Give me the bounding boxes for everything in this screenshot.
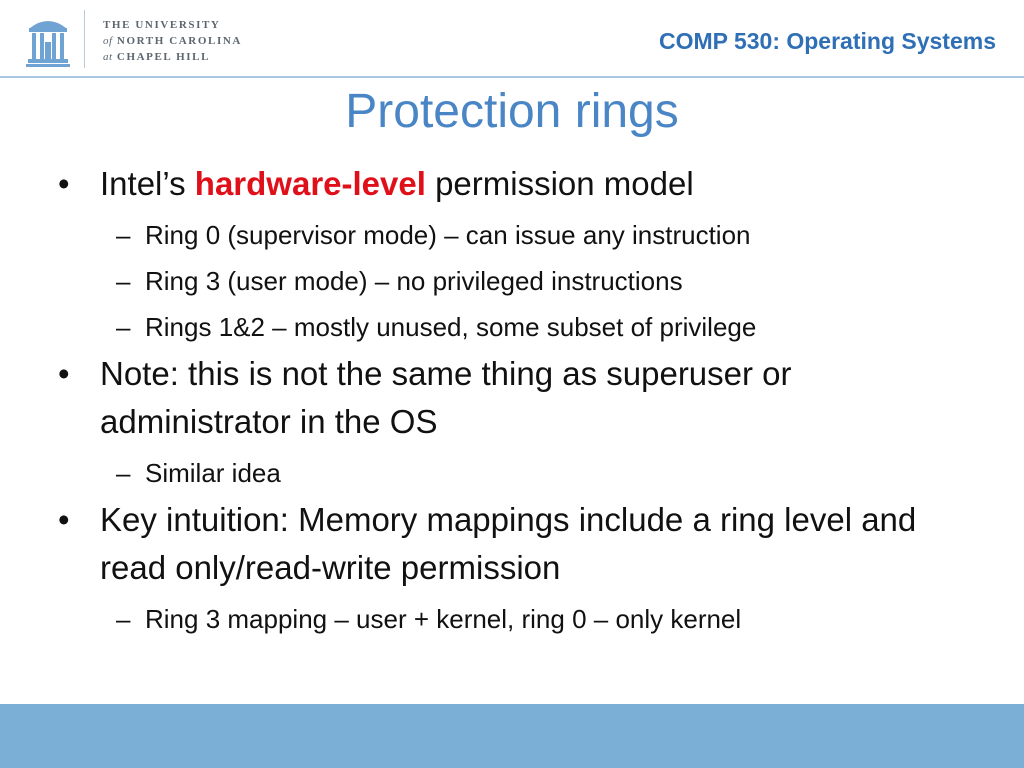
course-title: COMP 530: Operating Systems	[658, 28, 996, 54]
bullet-key-intuition	[58, 496, 978, 592]
slide-body	[58, 156, 978, 638]
university-name-line-2: of NORTH CAROLINA	[103, 35, 242, 47]
emphasis-hardware-level: hardware-level	[194, 165, 426, 202]
slide-header	[0, 0, 1024, 78]
university-name-line-1: THE UNIVERSITY	[103, 19, 221, 31]
bullet-text: Key intuition: Memory mappings include a ring level and read only/read-write permission	[100, 501, 917, 586]
dash-symbol: –	[116, 604, 131, 634]
bullet-symbol: •	[58, 165, 70, 202]
dash-symbol: –	[116, 266, 131, 296]
sub-bullet-rings-1-2	[58, 308, 978, 346]
sub-bullet-text: Similar idea	[145, 458, 281, 488]
bullet-symbol: •	[58, 355, 70, 392]
bullet-symbol: •	[58, 501, 70, 538]
sub-bullet-text: Ring 0 (supervisor mode) – can issue any instruction	[145, 220, 751, 250]
bullet-text-suffix: permission model	[425, 165, 694, 202]
sub-bullet-text: Ring 3 mapping – user + kernel, ring 0 – only kernel	[145, 604, 742, 634]
dash-symbol: –	[116, 220, 131, 250]
header-divider	[0, 76, 1024, 78]
footer-band	[0, 704, 1024, 768]
sub-bullet-text: Rings 1&2 – mostly unused, some subset of privilege	[145, 312, 757, 342]
bullet-note-superuser	[58, 350, 978, 446]
sub-bullet-similar-idea	[58, 454, 978, 492]
bullet-text: Note: this is not the same thing as superuser or administrator in the OS	[100, 355, 792, 440]
bullet-intel-permission-model	[58, 160, 978, 208]
logo-divider	[84, 10, 85, 68]
slide-title: Protection rings	[345, 85, 679, 138]
university-name-line-3: at CHAPEL HILL	[103, 51, 211, 63]
dash-symbol: –	[116, 312, 131, 342]
sub-bullet-ring-mapping	[58, 600, 978, 638]
bullet-text-prefix: Intel’s	[100, 165, 195, 202]
old-well-icon	[26, 12, 70, 68]
dash-symbol: –	[116, 458, 131, 488]
sub-bullet-text: Ring 3 (user mode) – no privileged instructions	[145, 266, 683, 296]
sub-bullet-ring-3	[58, 262, 978, 300]
sub-bullet-ring-0	[58, 216, 978, 254]
